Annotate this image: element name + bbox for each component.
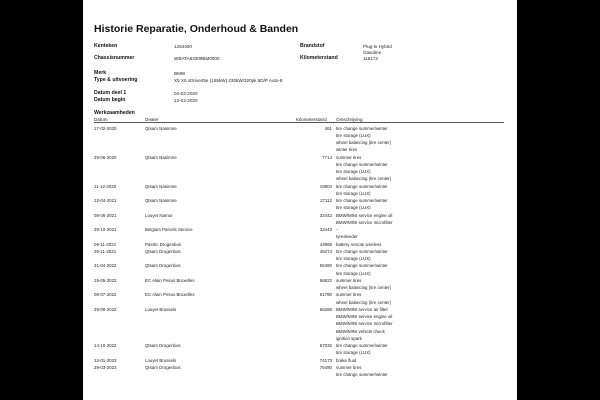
row-description-line: wheel balancing (tire center) xyxy=(336,285,392,290)
header-divider xyxy=(94,122,504,123)
chassis-label: Chassisnummer xyxy=(94,55,135,61)
type-value: X5 X5 xDrive45e (155kW) 230kW/320pk 5D/P Auto-8 xyxy=(174,77,283,83)
row-kilometerstand: 43968 xyxy=(319,241,332,247)
row-dealer: Louyet Brussels xyxy=(145,357,177,363)
werkzaamheden-heading: Werkzaamheden xyxy=(94,110,135,116)
row-description-line: tire change summer/winter xyxy=(336,263,388,269)
row-description-line: tire storage (LUX) xyxy=(336,270,371,276)
row-description-line: winter tires xyxy=(336,147,358,153)
row-kilometerstand: 27112 xyxy=(320,198,332,203)
page-content xyxy=(83,0,517,400)
row-description-line: tyresleeder xyxy=(336,234,358,240)
row-dealer: Qtsam Drogenbos xyxy=(145,343,181,348)
row-dealer: EC Alain Pesus Bruxelles xyxy=(145,292,195,298)
row-kilometerstand: 67032 xyxy=(319,343,332,348)
row-kilometerstand: 76490 xyxy=(319,364,332,370)
datum-deel-label: Datum deel 1 xyxy=(94,90,127,96)
row-dealer: Louyet Brussels xyxy=(145,306,177,312)
row-dealer: Qtsam Drogenbos xyxy=(145,364,181,370)
row-dealer: Louyet Namur xyxy=(145,212,173,218)
row-kilometerstand: 74173 xyxy=(319,357,332,363)
row-date: 29-09-2022 xyxy=(94,306,117,312)
row-date: 12-04-2021 xyxy=(94,198,117,203)
page-title: Historie Reparatie, Onderhoud & Banden xyxy=(94,23,299,35)
row-kilometerstand: 461 xyxy=(324,125,332,131)
row-description-line: tire change summer/winter xyxy=(336,183,388,189)
row-date: 29-11-2021 xyxy=(94,248,117,254)
kenteken-label: Kenteken xyxy=(94,43,118,49)
row-description-line: ignition spark xyxy=(336,335,362,341)
row-description-line: BMW/MINI service engine oil xyxy=(336,314,393,319)
row-dealer: Qtsam Nanimne xyxy=(145,183,177,189)
row-date: 12-01-2023 xyxy=(94,357,117,363)
brandstof-value-2: Gasoline xyxy=(363,49,382,55)
row-date: 08-07-2022 xyxy=(94,292,117,298)
row-dealer: Qtsam Drogenbos xyxy=(145,263,181,269)
row-description-line: tire storage (LUX) xyxy=(336,256,371,261)
km-label: Kilometerstand xyxy=(300,55,338,61)
row-description-line: summer tires xyxy=(336,364,362,370)
row-description-line: tire change summer/winter xyxy=(336,372,388,377)
row-kilometerstand: 32443 xyxy=(319,227,332,232)
row-description-line: tire change summer/winter xyxy=(336,343,388,348)
column-header-km: Kilometerstand xyxy=(296,116,327,122)
row-description-line: tire change summer/winter xyxy=(336,161,388,167)
row-description-line: tire storage (LUX) xyxy=(336,169,371,174)
row-date: 19-05-2022 xyxy=(94,277,117,283)
row-date: 29-06-2020 xyxy=(94,154,117,160)
row-dealer: Qtsam Nanimne xyxy=(145,198,177,203)
merk-label: Merk xyxy=(94,70,107,76)
row-description-line: tire change summer/winter xyxy=(336,198,388,203)
row-dealer: Belgium Parcels Service xyxy=(145,227,193,232)
row-description-line: tire change summer/winter xyxy=(336,125,388,131)
datum-begin-value: 13-02-2020 xyxy=(174,97,198,103)
row-description-line: summer tires xyxy=(336,292,362,298)
chassis-value: WBATA63309BM0000 xyxy=(174,55,220,61)
row-date: 11-12-2020 xyxy=(94,183,117,189)
row-date: 09-11-2021 xyxy=(94,241,117,247)
row-description-line: wheel balancing (tire center) xyxy=(336,299,392,305)
merk-value: BMW xyxy=(174,70,186,76)
row-description-line: BMW/MINI service air filter xyxy=(336,306,388,312)
row-description-line: tire storage (LUX) xyxy=(336,350,371,356)
datum-begin-label: Datum begin xyxy=(94,97,126,103)
row-description-line: tire storage (LUX) xyxy=(336,132,371,138)
column-header-date: Datum xyxy=(94,116,108,122)
row-kilometerstand: 32443 xyxy=(319,212,332,218)
row-kilometerstand: 56490 xyxy=(319,263,332,269)
row-description-line: BMW/MINI service microfilter xyxy=(336,219,393,225)
km-value: 115172 xyxy=(363,55,378,61)
datum-deel-value: 04-02-2020 xyxy=(174,90,198,96)
row-dealer: Pastric Drogenbos xyxy=(145,241,182,247)
row-kilometerstand: 66285 xyxy=(319,306,332,312)
row-date: 17-02-2020 xyxy=(94,125,117,131)
row-kilometerstand: 45274 xyxy=(319,248,332,254)
row-description-line: BMW/MINI service engine oil xyxy=(336,212,393,218)
row-description-line: brake fluid xyxy=(336,357,357,363)
row-date: 21-04-2022 xyxy=(94,263,117,269)
row-kilometerstand: 56822 xyxy=(319,277,332,283)
column-header-dealer: Dealer xyxy=(145,116,159,122)
row-dealer: Qtsam Nanimne xyxy=(145,154,177,160)
row-description-line: - xyxy=(336,227,338,232)
row-description-line: BMW/MINI service microfilter xyxy=(336,321,393,327)
row-dealer: Qtsam Nanimne xyxy=(145,125,177,131)
document-page xyxy=(83,0,517,400)
row-date: 29-10-2021 xyxy=(94,227,117,232)
row-description-line: tire change summer/winter xyxy=(336,248,388,254)
row-date: 14-10-2022 xyxy=(94,343,117,348)
row-description-line: BMW/MINI vehicle check xyxy=(336,328,385,334)
row-dealer: Qtsam Drogenbos xyxy=(145,248,181,254)
column-header-description: Omschrijving xyxy=(336,116,363,122)
row-description-line: tire storage (LUX) xyxy=(336,190,371,196)
row-description-line: wheel balancing (tire center) xyxy=(336,176,392,182)
row-description-line: summer tires xyxy=(336,154,362,160)
row-description-line: battery remote wireless xyxy=(336,241,382,247)
row-description-line: summer tires xyxy=(336,277,362,283)
row-description-line: wheel balancing (tire center) xyxy=(336,140,392,145)
type-label: Type & uitvoering xyxy=(94,77,138,83)
row-date: 08-06-2021 xyxy=(94,212,117,218)
brandstof-value-1: Plug-in Hybrid xyxy=(363,43,392,49)
row-kilometerstand: 19804 xyxy=(319,183,332,189)
kenteken-value: 1264400 xyxy=(174,43,192,49)
row-kilometerstand: 61780 xyxy=(319,292,332,298)
row-dealer: EC Alain Pesus Bruxelles xyxy=(145,277,195,283)
row-description-line: tire storage (LUX) xyxy=(336,205,371,211)
brandstof-label: Brandstof xyxy=(300,43,325,49)
row-date: 29-03-2023 xyxy=(94,364,117,370)
row-kilometerstand: 7714 xyxy=(322,154,332,160)
